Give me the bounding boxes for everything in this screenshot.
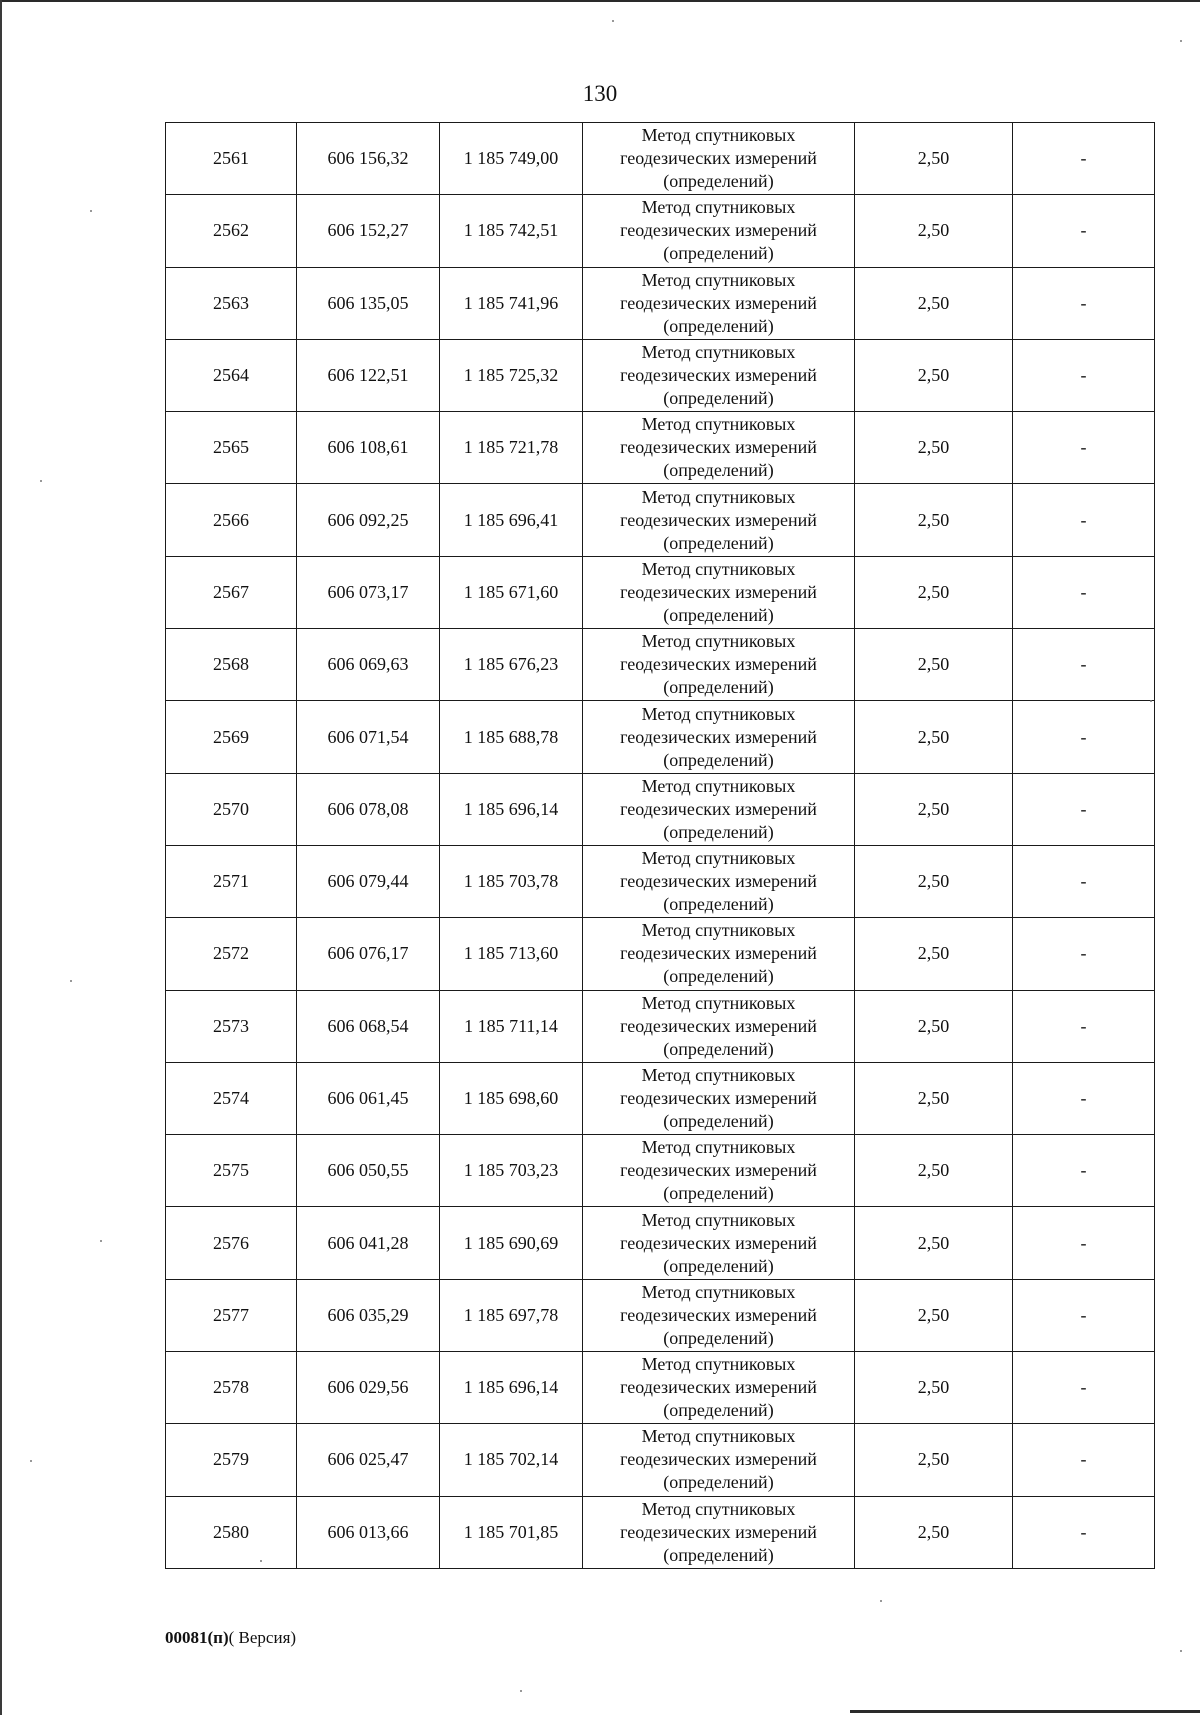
accuracy-cell: 2,50	[855, 629, 1013, 701]
table-row	[166, 1352, 1155, 1424]
note-cell: -	[1013, 484, 1155, 556]
note-cell: -	[1013, 701, 1155, 773]
method-cell	[583, 701, 855, 773]
y-coordinate-cell: 1 185 721,78	[440, 412, 583, 484]
method-line: (определений)	[663, 821, 774, 842]
scan-speck	[612, 20, 614, 22]
note-cell: -	[1013, 918, 1155, 990]
accuracy-cell: 2,50	[855, 701, 1013, 773]
method-cell	[583, 629, 855, 701]
table-row	[166, 1279, 1155, 1351]
accuracy-cell: 2,50	[855, 267, 1013, 339]
method-line: Метод спутниковых	[641, 1137, 796, 1158]
x-coordinate-cell: 606 041,28	[297, 1207, 440, 1279]
method-line: геодезических измерений	[620, 437, 817, 458]
method-line: геодезических измерений	[620, 220, 817, 241]
accuracy-cell: 2,50	[855, 1496, 1013, 1568]
accuracy-cell: 2,50	[855, 123, 1013, 195]
y-coordinate-cell: 1 185 696,41	[440, 484, 583, 556]
coordinates-table	[165, 122, 1155, 1569]
method-line: Метод спутниковых	[641, 342, 796, 363]
point-number-cell: 2561	[166, 123, 297, 195]
method-line: геодезических измерений	[620, 292, 817, 313]
method-line: (определений)	[663, 171, 774, 192]
method-line: Метод спутниковых	[641, 486, 796, 507]
table-row	[166, 701, 1155, 773]
footer	[165, 1627, 296, 1649]
method-line: геодезических измерений	[620, 1232, 817, 1253]
point-number-cell: 2580	[166, 1496, 297, 1568]
point-number-cell: 2577	[166, 1279, 297, 1351]
method-line: Метод спутниковых	[641, 1281, 796, 1302]
table-row	[166, 1135, 1155, 1207]
note-cell: -	[1013, 629, 1155, 701]
x-coordinate-cell: 606 108,61	[297, 412, 440, 484]
method-cell	[583, 412, 855, 484]
y-coordinate-cell: 1 185 703,78	[440, 845, 583, 917]
accuracy-cell: 2,50	[855, 339, 1013, 411]
method-line: (определений)	[663, 966, 774, 987]
note-cell: -	[1013, 123, 1155, 195]
note-cell: -	[1013, 1062, 1155, 1134]
table-row	[166, 1207, 1155, 1279]
method-line: геодезических измерений	[620, 798, 817, 819]
note-cell: -	[1013, 195, 1155, 267]
table-row	[166, 629, 1155, 701]
method-line: (определений)	[663, 1111, 774, 1131]
x-coordinate-cell: 606 092,25	[297, 484, 440, 556]
point-number-cell: 2570	[166, 773, 297, 845]
note-cell: -	[1013, 773, 1155, 845]
point-number-cell: 2562	[166, 195, 297, 267]
x-coordinate-cell: 606 013,66	[297, 1496, 440, 1568]
x-coordinate-cell: 606 076,17	[297, 918, 440, 990]
method-line: геодезических измерений	[620, 654, 817, 675]
method-line: Метод спутниковых	[641, 775, 796, 796]
method-cell	[583, 1496, 855, 1568]
x-coordinate-cell: 606 071,54	[297, 701, 440, 773]
y-coordinate-cell: 1 185 697,78	[440, 1279, 583, 1351]
table-row	[166, 484, 1155, 556]
x-coordinate-cell: 606 152,27	[297, 195, 440, 267]
method-line: геодезических измерений	[620, 1521, 817, 1542]
point-number-cell: 2569	[166, 701, 297, 773]
y-coordinate-cell: 1 185 676,23	[440, 629, 583, 701]
method-line: Метод спутниковых	[641, 125, 796, 146]
method-line: (определений)	[663, 1038, 774, 1059]
table-row	[166, 267, 1155, 339]
method-line: геодезических измерений	[620, 726, 817, 747]
accuracy-cell: 2,50	[855, 990, 1013, 1062]
method-line: геодезических измерений	[620, 1304, 817, 1325]
x-coordinate-cell: 606 061,45	[297, 1062, 440, 1134]
method-line: Метод спутниковых	[641, 631, 796, 652]
note-cell: -	[1013, 412, 1155, 484]
x-coordinate-cell: 606 035,29	[297, 1279, 440, 1351]
point-number-cell: 2572	[166, 918, 297, 990]
x-coordinate-cell: 606 122,51	[297, 339, 440, 411]
method-line: геодезических измерений	[620, 509, 817, 530]
method-cell	[583, 267, 855, 339]
accuracy-cell: 2,50	[855, 1135, 1013, 1207]
table-row	[166, 1062, 1155, 1134]
scan-speck	[260, 1560, 262, 1562]
method-line: геодезических измерений	[620, 1160, 817, 1181]
table-row	[166, 990, 1155, 1062]
accuracy-cell: 2,50	[855, 484, 1013, 556]
y-coordinate-cell: 1 185 702,14	[440, 1424, 583, 1496]
method-line: (определений)	[663, 388, 774, 409]
accuracy-cell: 2,50	[855, 1207, 1013, 1279]
point-number-cell: 2564	[166, 339, 297, 411]
scan-speck	[1180, 1650, 1182, 1652]
scan-speck	[1150, 700, 1152, 702]
method-line: геодезических измерений	[620, 1015, 817, 1036]
scan-edge-top	[0, 0, 1200, 2]
method-cell	[583, 1207, 855, 1279]
note-cell: -	[1013, 990, 1155, 1062]
method-line: (определений)	[663, 604, 774, 625]
y-coordinate-cell: 1 185 696,14	[440, 773, 583, 845]
method-line: Метод спутниковых	[641, 1065, 796, 1085]
method-cell	[583, 845, 855, 917]
scan-speck	[90, 210, 92, 212]
table-row	[166, 339, 1155, 411]
accuracy-cell: 2,50	[855, 1424, 1013, 1496]
y-coordinate-cell: 1 185 701,85	[440, 1496, 583, 1568]
point-number-cell: 2574	[166, 1062, 297, 1134]
method-cell	[583, 339, 855, 411]
method-cell	[583, 1135, 855, 1207]
method-line: Метод спутниковых	[641, 920, 796, 941]
table-row	[166, 556, 1155, 628]
method-line: геодезических измерений	[620, 871, 817, 892]
scan-speck	[70, 980, 72, 982]
point-number-cell: 2568	[166, 629, 297, 701]
method-line: (определений)	[663, 894, 774, 915]
point-number-cell: 2566	[166, 484, 297, 556]
x-coordinate-cell: 606 073,17	[297, 556, 440, 628]
accuracy-cell: 2,50	[855, 1352, 1013, 1424]
method-line: (определений)	[663, 1400, 774, 1421]
method-line: (определений)	[663, 1544, 774, 1565]
method-line: (определений)	[663, 749, 774, 770]
scan-speck	[880, 1600, 882, 1602]
table-row	[166, 123, 1155, 195]
table-row	[166, 1496, 1155, 1568]
table-row	[166, 845, 1155, 917]
scan-edge-left	[0, 0, 2, 1715]
note-cell: -	[1013, 267, 1155, 339]
method-cell	[583, 556, 855, 628]
table-row	[166, 1424, 1155, 1496]
method-cell	[583, 990, 855, 1062]
y-coordinate-cell: 1 185 725,32	[440, 339, 583, 411]
method-cell	[583, 1424, 855, 1496]
y-coordinate-cell: 1 185 671,60	[440, 556, 583, 628]
y-coordinate-cell: 1 185 690,69	[440, 1207, 583, 1279]
table-row	[166, 773, 1155, 845]
point-number-cell: 2571	[166, 845, 297, 917]
point-number-cell: 2578	[166, 1352, 297, 1424]
form-code: 00081(п)	[165, 1628, 229, 1647]
note-cell: -	[1013, 1135, 1155, 1207]
accuracy-cell: 2,50	[855, 773, 1013, 845]
method-cell	[583, 1352, 855, 1424]
x-coordinate-cell: 606 156,32	[297, 123, 440, 195]
point-number-cell: 2579	[166, 1424, 297, 1496]
x-coordinate-cell: 606 069,63	[297, 629, 440, 701]
table-row	[166, 195, 1155, 267]
note-cell: -	[1013, 1352, 1155, 1424]
method-line: (определений)	[663, 1183, 774, 1204]
x-coordinate-cell: 606 135,05	[297, 267, 440, 339]
y-coordinate-cell: 1 185 742,51	[440, 195, 583, 267]
point-number-cell: 2567	[166, 556, 297, 628]
point-number-cell: 2563	[166, 267, 297, 339]
method-cell	[583, 773, 855, 845]
method-line: Метод спутниковых	[641, 992, 796, 1013]
method-cell	[583, 1062, 855, 1134]
method-line: (определений)	[663, 460, 774, 481]
x-coordinate-cell: 606 029,56	[297, 1352, 440, 1424]
method-line: Метод спутниковых	[641, 197, 796, 218]
method-line: Метод спутниковых	[641, 1426, 796, 1447]
note-cell: -	[1013, 845, 1155, 917]
method-line: Метод спутниковых	[641, 848, 796, 869]
x-coordinate-cell: 606 078,08	[297, 773, 440, 845]
method-line: геодезических измерений	[620, 1449, 817, 1470]
method-line: Метод спутниковых	[641, 269, 796, 290]
y-coordinate-cell: 1 185 703,23	[440, 1135, 583, 1207]
x-coordinate-cell: 606 025,47	[297, 1424, 440, 1496]
accuracy-cell: 2,50	[855, 195, 1013, 267]
method-cell	[583, 1279, 855, 1351]
method-line: (определений)	[663, 1327, 774, 1348]
scan-speck	[520, 1690, 522, 1692]
method-line: (определений)	[663, 677, 774, 698]
scan-edge-bottom	[850, 1710, 1200, 1713]
y-coordinate-cell: 1 185 749,00	[440, 123, 583, 195]
method-line: (определений)	[663, 1255, 774, 1276]
x-coordinate-cell: 606 068,54	[297, 990, 440, 1062]
note-cell: -	[1013, 1279, 1155, 1351]
method-line: геодезических измерений	[620, 943, 817, 964]
method-line: (определений)	[663, 532, 774, 553]
y-coordinate-cell: 1 185 741,96	[440, 267, 583, 339]
method-line: (определений)	[663, 1472, 774, 1493]
form-version: ( Версия)	[228, 1628, 297, 1647]
method-line: геодезических измерений	[620, 148, 817, 169]
method-line: Метод спутниковых	[641, 1498, 796, 1519]
accuracy-cell: 2,50	[855, 845, 1013, 917]
method-cell	[583, 484, 855, 556]
scan-speck	[40, 480, 42, 482]
y-coordinate-cell: 1 185 688,78	[440, 701, 583, 773]
method-line: (определений)	[663, 315, 774, 336]
method-cell	[583, 123, 855, 195]
note-cell: -	[1013, 1207, 1155, 1279]
method-line: (определений)	[663, 243, 774, 264]
accuracy-cell: 2,50	[855, 412, 1013, 484]
scan-speck	[1180, 40, 1182, 42]
accuracy-cell: 2,50	[855, 1062, 1013, 1134]
point-number-cell: 2565	[166, 412, 297, 484]
method-line: Метод спутниковых	[641, 1354, 796, 1375]
method-line: геодезических измерений	[620, 581, 817, 602]
method-line: геодезических измерений	[620, 365, 817, 386]
method-line: Метод спутниковых	[641, 558, 796, 579]
method-line: Метод спутниковых	[641, 703, 796, 724]
scan-speck	[100, 1240, 102, 1242]
point-number-cell: 2576	[166, 1207, 297, 1279]
note-cell: -	[1013, 339, 1155, 411]
table-row	[166, 412, 1155, 484]
table-row	[166, 918, 1155, 990]
point-number-cell: 2575	[166, 1135, 297, 1207]
method-line: Метод спутниковых	[641, 1209, 796, 1230]
point-number-cell: 2573	[166, 990, 297, 1062]
x-coordinate-cell: 606 079,44	[297, 845, 440, 917]
scan-speck	[30, 1460, 32, 1462]
method-cell	[583, 195, 855, 267]
method-cell	[583, 918, 855, 990]
y-coordinate-cell: 1 185 711,14	[440, 990, 583, 1062]
accuracy-cell: 2,50	[855, 556, 1013, 628]
table-body	[166, 123, 1155, 1569]
accuracy-cell: 2,50	[855, 1279, 1013, 1351]
method-line: Метод спутниковых	[641, 414, 796, 435]
x-coordinate-cell: 606 050,55	[297, 1135, 440, 1207]
note-cell: -	[1013, 556, 1155, 628]
y-coordinate-cell: 1 185 698,60	[440, 1062, 583, 1134]
method-line: геодезических измерений	[620, 1088, 817, 1108]
page-number: 130	[582, 81, 618, 106]
note-cell: -	[1013, 1496, 1155, 1568]
method-line: геодезических измерений	[620, 1377, 817, 1398]
note-cell: -	[1013, 1424, 1155, 1496]
y-coordinate-cell: 1 185 713,60	[440, 918, 583, 990]
accuracy-cell: 2,50	[855, 918, 1013, 990]
y-coordinate-cell: 1 185 696,14	[440, 1352, 583, 1424]
